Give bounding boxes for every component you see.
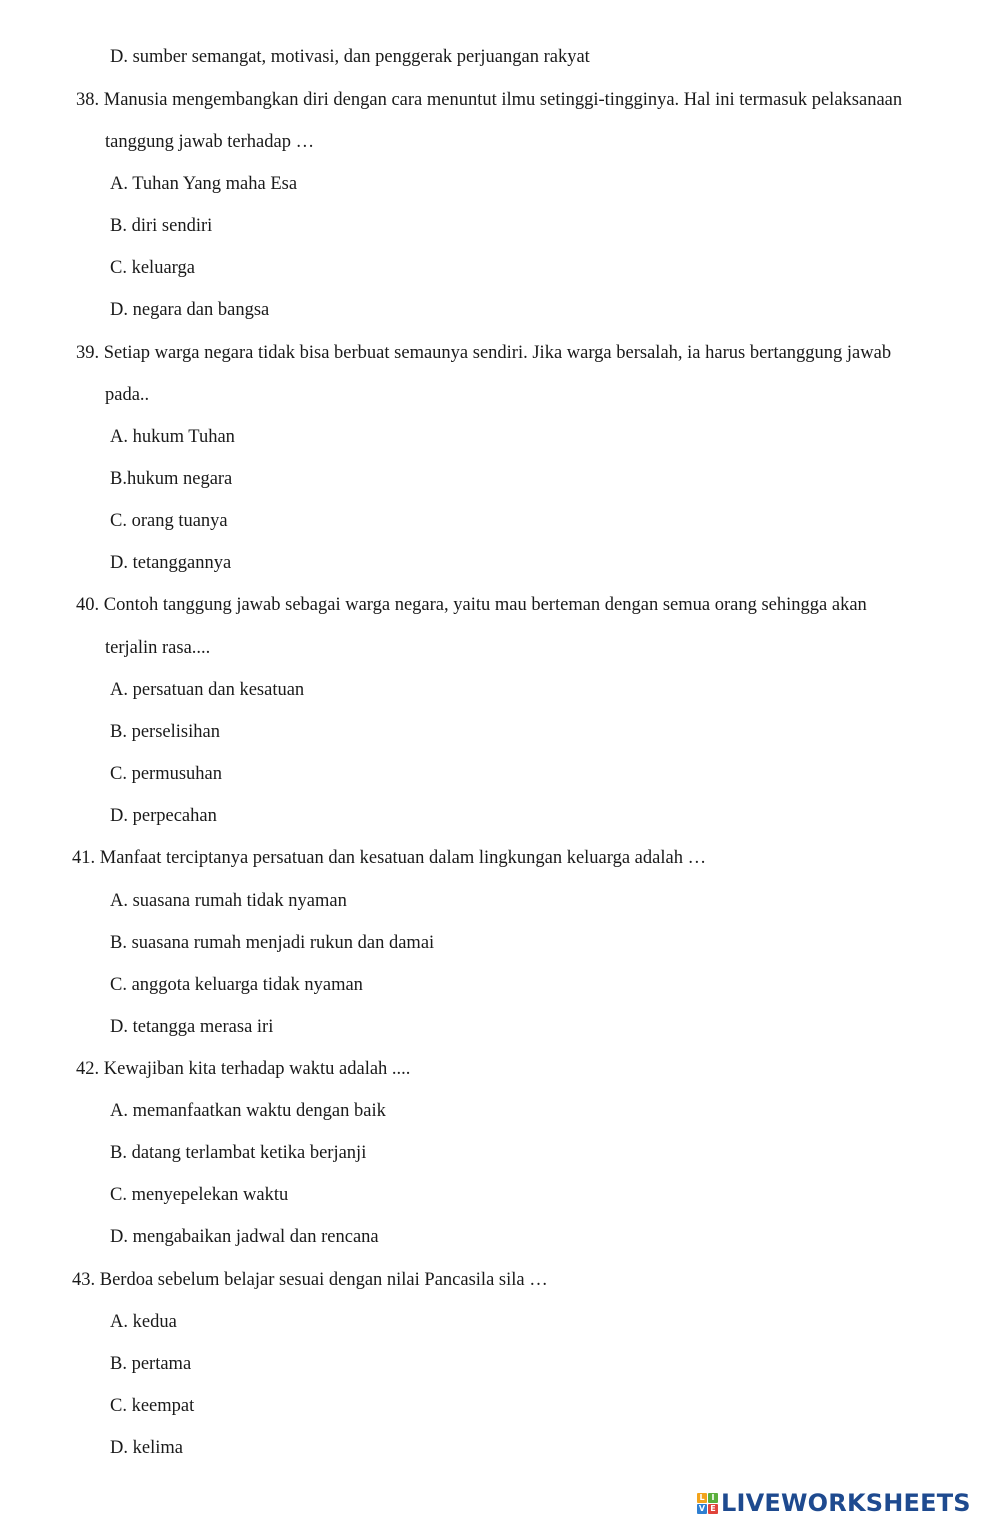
q39-option-a[interactable]: A. hukum Tuhan bbox=[110, 427, 235, 447]
q41-option-a[interactable]: A. suasana rumah tidak nyaman bbox=[110, 891, 347, 911]
q40-question-line1: 40. Contoh tanggung jawab sebagai warga negara, yaitu mau berteman dengan semua orang sehingga akan bbox=[76, 595, 867, 615]
liveworksheets-logo bbox=[697, 1489, 971, 1517]
q38-question-line1: 38. Manusia mengembangkan diri dengan cara menuntut ilmu setinggi-tingginya. Hal ini termasuk pelaksanaan bbox=[76, 90, 903, 110]
q43-question-line1: 43. Berdoa sebelum belajar sesuai dengan nilai Pancasila sila … bbox=[72, 1270, 548, 1290]
q37-option-d: D. sumber semangat, motivasi, dan penggerak perjuangan rakyat bbox=[110, 47, 590, 67]
q42-option-a[interactable]: A. memanfaatkan waktu dengan baik bbox=[110, 1101, 386, 1121]
liveworksheets-logo-icon bbox=[697, 1493, 718, 1514]
q43-option-a[interactable]: A. kedua bbox=[110, 1312, 177, 1332]
q39-option-c[interactable]: C. orang tuanya bbox=[110, 511, 228, 531]
q40-option-d[interactable]: D. perpecahan bbox=[110, 806, 217, 826]
q39-option-b[interactable]: B.hukum negara bbox=[110, 469, 233, 489]
logo-cell-v: V bbox=[698, 1504, 706, 1513]
q42-question-line1: 42. Kewajiban kita terhadap waktu adalah .... bbox=[76, 1059, 411, 1079]
q38-option-b[interactable]: B. diri sendiri bbox=[110, 216, 213, 236]
q38-option-d[interactable]: D. negara dan bangsa bbox=[110, 300, 270, 320]
logo-cell-i: I bbox=[708, 1493, 718, 1503]
q38-option-c[interactable]: C. keluarga bbox=[110, 258, 195, 278]
q41-option-b[interactable]: B. suasana rumah menjadi rukun dan damai bbox=[110, 933, 435, 953]
q42-option-d[interactable]: D. mengabaikan jadwal dan rencana bbox=[110, 1227, 379, 1247]
q41-question-line1: 41. Manfaat terciptanya persatuan dan kesatuan dalam lingkungan keluarga adalah … bbox=[72, 848, 707, 868]
logo-cell-l: L bbox=[697, 1493, 707, 1503]
q40-option-b[interactable]: B. perselisihan bbox=[110, 722, 220, 742]
q42-option-c[interactable]: C. menyepelekan waktu bbox=[110, 1185, 289, 1205]
q41-option-d[interactable]: D. tetangga merasa iri bbox=[110, 1017, 274, 1037]
q38-option-a[interactable]: A. Tuhan Yang maha Esa bbox=[110, 174, 298, 194]
logo-cell-e: E bbox=[708, 1504, 718, 1514]
q40-option-c[interactable]: C. permusuhan bbox=[110, 764, 223, 784]
q40-option-a[interactable]: A. persatuan dan kesatuan bbox=[110, 680, 305, 700]
q43-option-b[interactable]: B. pertama bbox=[110, 1354, 192, 1374]
q38-question-line2: tanggung jawab terhadap … bbox=[105, 132, 315, 152]
q39-question-line1: 39. Setiap warga negara tidak bisa berbuat semaunya sendiri. Jika warga bersalah, ia harus bertanggung jawab bbox=[76, 343, 892, 363]
liveworksheets-logo-text: LIVEWORKSHEETS bbox=[721, 1489, 971, 1517]
q43-option-c[interactable]: C. keempat bbox=[110, 1396, 195, 1416]
q43-option-d[interactable]: D. kelima bbox=[110, 1438, 183, 1458]
q39-question-line2: pada.. bbox=[105, 385, 150, 405]
q40-question-line2: terjalin rasa.... bbox=[105, 638, 211, 658]
q42-option-b[interactable]: B. datang terlambat ketika berjanji bbox=[110, 1143, 367, 1163]
q39-option-d[interactable]: D. tetanggannya bbox=[110, 553, 232, 573]
q41-option-c[interactable]: C. anggota keluarga tidak nyaman bbox=[110, 975, 363, 995]
